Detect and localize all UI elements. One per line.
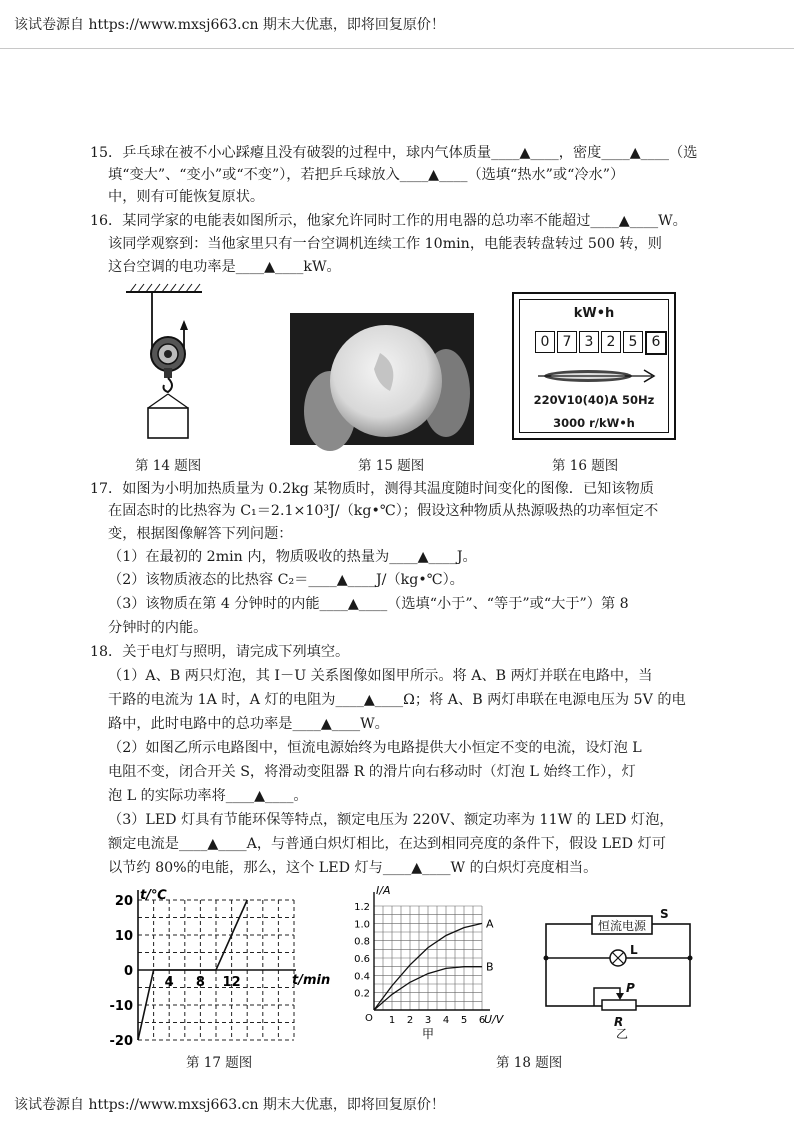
q16-line-2: 该同学观察到：当他家里只有一台空调机连续工作 10min，电能表转盘转过 500 转，则 (108, 236, 662, 252)
q18-line-8: （3）LED 灯具有节能环保等特点，额定电压为 220V、额定功率为 11W 的 LED 灯泡， (108, 812, 674, 828)
meter-digit: 7 (557, 331, 577, 353)
q15-line-1: 15．乒乓球在被不小心踩瘪且没有破裂的过程中，球内气体质量____▲____，密度____▲____（选 (90, 145, 698, 161)
fig14-caption: 第 14 题图 (135, 458, 202, 474)
x-tick-label: 8 (195, 975, 205, 990)
circuit-sublabel: 乙 (616, 1027, 629, 1041)
q18-line-9: 额定电流是____▲____A，与普通白炽灯相比，在达到相同亮度的条件下，假设 LED 灯可 (108, 836, 666, 852)
q18-line-7: 泡 L 的实际功率将____▲____。 (108, 788, 308, 804)
current-voltage-chart (348, 882, 504, 1042)
y-tick-label: 0.6 (354, 954, 370, 965)
y-axis-label: t/℃ (140, 888, 167, 903)
q16-line-3: 这台空调的电功率是____▲____kW。 (108, 259, 341, 275)
source-label: 恒流电源 (597, 919, 647, 933)
y-tick-label: 0.2 (354, 988, 370, 1000)
circuit-diagram (540, 907, 700, 1041)
meter-rev: 3000 r/kW•h (553, 416, 635, 430)
q18-line-5: （2）如图乙所示电路图中，恒流电源始终为电路提供大小恒定不变的电流，设灯泡 L (108, 740, 642, 756)
meter-digit-last: 6 (645, 331, 667, 355)
x-tick-label: 3 (424, 1015, 432, 1026)
header-divider (0, 48, 794, 49)
q17-line-3: 变，根据图像解答下列问题： (108, 526, 293, 542)
temperature-time-chart (110, 880, 345, 1050)
x-tick-label: 4 (442, 1015, 450, 1026)
meter-digit: 0 (535, 331, 555, 353)
q17-line-6: （3）该物质在第 4 分钟时的内能____▲____（选填“小于”、“等于”或“大于”）第 8 (108, 596, 629, 612)
pulley-figure (120, 282, 210, 442)
q15-line-3: 中，则有可能恢复原状。 (108, 189, 265, 205)
resistor-label: R (614, 1015, 624, 1029)
series-label-B: B (486, 960, 494, 974)
meter-digit: 2 (601, 331, 621, 353)
y-tick-label: -10 (109, 999, 133, 1014)
fig17-caption: 第 17 题图 (186, 1055, 253, 1071)
q18-line-10: 以节约 80%的电能，那么，这个 LED 灯与____▲____W 的白炽灯亮度相当。 (108, 860, 598, 876)
chart-sublabel: 甲 (422, 1027, 435, 1041)
page-header: 该试卷源自 https://www.mxsj663.cn 期末大优惠，即将回复原价！ (14, 17, 445, 33)
q17-line-1: 17．如图为小明加热质量为 0.2kg 某物质时，测得其温度随时间变化的图像．已知该物质 (90, 481, 654, 497)
fig16-caption: 第 16 题图 (552, 458, 619, 474)
meter-unit: kW•h (573, 306, 615, 321)
y-tick-label: 0 (123, 964, 133, 979)
pingpong-photo (290, 313, 474, 445)
y-tick-label: 20 (114, 894, 133, 909)
q18-line-4: 路中，此时电路中的总功率是____▲____W。 (108, 716, 389, 732)
meter-digits (535, 331, 667, 355)
q15-line-2: 填“变大”、“变小”或“不变”），若把乒乓球放入____▲____（选填“热水”或“冷水”） (108, 167, 625, 183)
x-tick-label: 12 (222, 975, 241, 990)
y-tick-label: 10 (114, 929, 133, 944)
q17-line-5: （2）该物质液态的比热容 C₂＝____▲____J/（kg•℃）。 (108, 572, 464, 588)
y-axis-label: I/A (376, 884, 391, 897)
fig18-caption: 第 18 题图 (496, 1055, 563, 1071)
x-tick-label: 4 (164, 975, 174, 990)
origin-label: O (365, 1013, 373, 1024)
series-label-A: A (486, 917, 494, 931)
x-tick-label: 6 (478, 1015, 486, 1026)
x-tick-label: 5 (460, 1015, 468, 1026)
x-tick-label: 2 (406, 1015, 414, 1026)
y-tick-label: 0.4 (354, 971, 370, 983)
lamp-label: L (630, 943, 638, 957)
electric-meter (512, 292, 676, 440)
q18-line-3: 干路的电流为 1A 时，A 灯的电阻为____▲____Ω；将 A、B 两灯串联在电源电压为 5V 的电 (108, 692, 686, 708)
q16-line-1: 16．某同学家的电能表如图所示，他家允许同时工作的用电器的总功率不能超过____▲____W。 (90, 213, 687, 229)
x-tick-label: 1 (388, 1015, 396, 1026)
meter-spec: 220V10(40)A 50Hz (533, 393, 655, 407)
slider-label: P (626, 981, 635, 995)
y-tick-label: 0.8 (354, 936, 370, 948)
q18-line-6: 电阻不变，闭合开关 S，将滑动变阻器 R 的滑片向右移动时（灯泡 L 始终工作），灯 (108, 764, 636, 780)
x-axis-label: t/min (292, 973, 331, 988)
x-axis-label: U/V (484, 1013, 504, 1026)
q18-line-1: 18．关于电灯与照明，请完成下列填空。 (90, 644, 350, 660)
y-tick-label: 1.0 (354, 919, 370, 931)
page-footer: 该试卷源自 https://www.mxsj663.cn 期末大优惠，即将回复原价！ (14, 1097, 445, 1113)
rheostat-icon (602, 1000, 636, 1010)
q17-line-7: 分钟时的内能。 (108, 620, 208, 636)
meter-digit: 3 (579, 331, 599, 353)
y-tick-label: -20 (109, 1034, 133, 1049)
meter-digit: 5 (623, 331, 643, 353)
switch-label: S (660, 907, 669, 921)
q17-line-4: （1）在最初的 2min 内，物质吸收的热量为____▲____J。 (108, 549, 477, 565)
meter-disk-icon (536, 364, 658, 388)
y-tick-label: 1.2 (354, 902, 370, 913)
q17-line-2: 在固态时的比热容为 C₁＝2.1×10³J/（kg•℃）；假设这种物质从热源吸热的功率恒定不 (108, 503, 659, 519)
q18-line-2: （1）A、B 两只灯泡，其 I－U 关系图像如图甲所示。将 A、B 两灯并联在电路中，当 (108, 668, 653, 684)
fig15-caption: 第 15 题图 (358, 458, 425, 474)
